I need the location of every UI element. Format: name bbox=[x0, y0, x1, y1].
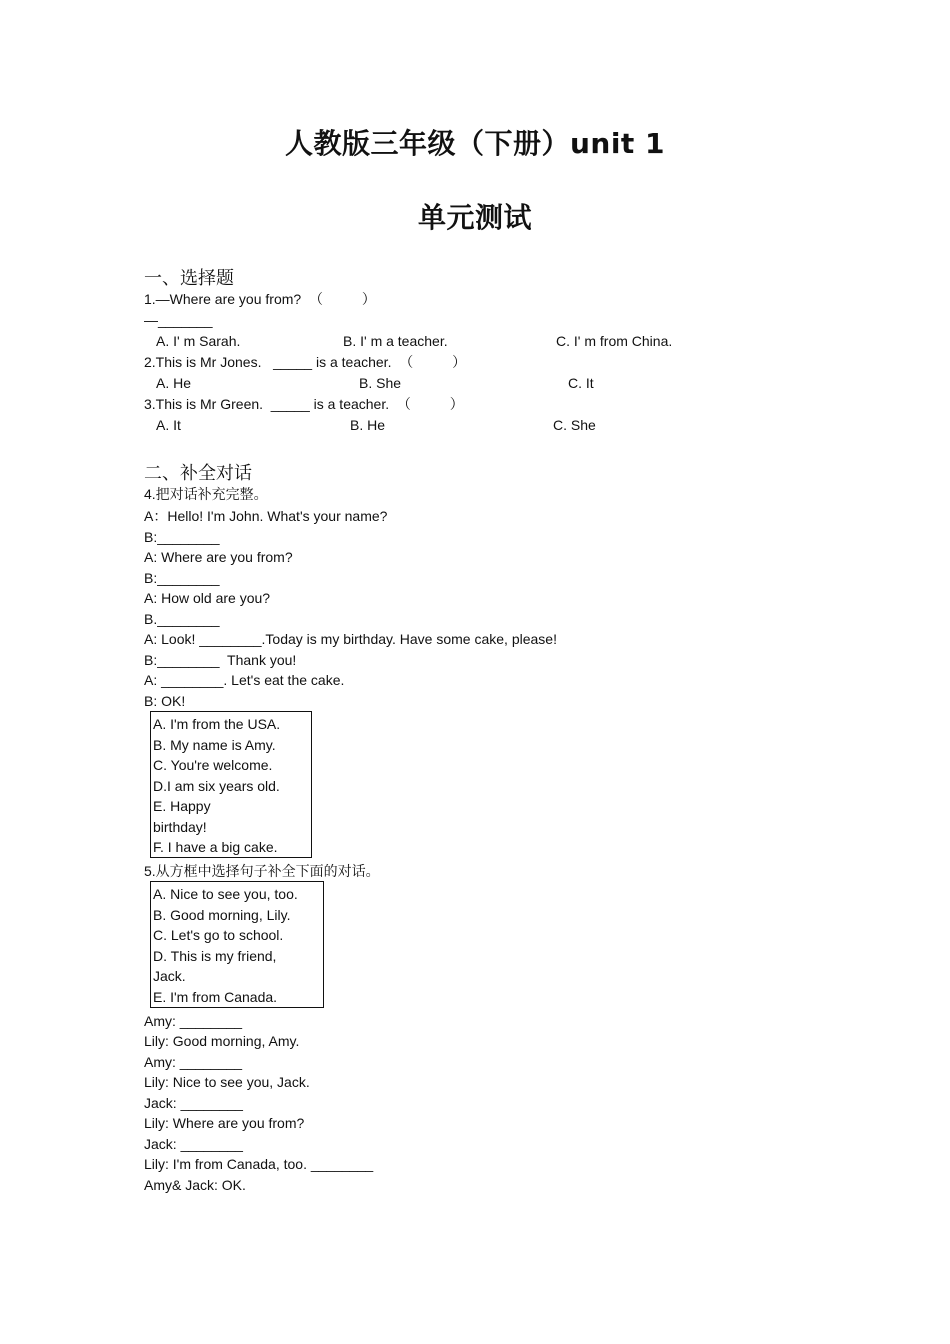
q1-option-a: A. I' m Sarah. bbox=[156, 333, 241, 349]
q3-option-a: A. It bbox=[156, 417, 181, 433]
q1-answer-line: —_______ bbox=[144, 312, 213, 328]
q4-dialogue-line: A：Hello! I'm John. What's your name? bbox=[144, 508, 388, 524]
q5-options-box bbox=[150, 881, 324, 1008]
section2-heading: 二、补全对话 bbox=[144, 463, 252, 484]
document-title: 人教版三年级（下册）unit 1 bbox=[284, 127, 666, 160]
q5-box-option: C. Let's go to school. bbox=[153, 927, 284, 943]
q4-box-option: F. I have a big cake. bbox=[153, 839, 278, 855]
q4-dialogue-line: B: OK! bbox=[144, 693, 186, 709]
q2-option-a: A. He bbox=[156, 375, 192, 391]
q4-dialogue-line: B:________ bbox=[144, 529, 220, 545]
q4-box-option: A. I'm from the USA. bbox=[153, 716, 281, 732]
q4-box-option: C. You're welcome. bbox=[153, 757, 273, 773]
q1-option-c: C. I' m from China. bbox=[556, 333, 673, 349]
q5-box-option: E. I'm from Canada. bbox=[153, 988, 278, 1005]
q4-options-box bbox=[150, 711, 312, 858]
q4-dialogue-line: A: How old are you? bbox=[144, 590, 271, 606]
q3-option-b: B. He bbox=[350, 417, 386, 433]
q5-box-option: Jack. bbox=[153, 968, 186, 984]
q4-dialogue-line: B:________ Thank you! bbox=[144, 652, 297, 668]
q5-stem: 5.从方框中选择句子补全下面的对话。 bbox=[144, 863, 380, 879]
q4-box-option: D.I am six years old. bbox=[153, 777, 280, 794]
q2-option-b: B. She bbox=[359, 375, 402, 391]
q5-dialogue-line: Amy: ________ bbox=[144, 1013, 243, 1029]
q5-dialogue-line: Lily: Good morning, Amy. bbox=[144, 1033, 300, 1049]
q2-stem: 2.This is Mr Jones. _____ is a teacher. （ ） bbox=[144, 354, 467, 370]
q3-option-c: C. She bbox=[553, 417, 596, 433]
q3-stem: 3.This is Mr Green. _____ is a teacher. （ ） bbox=[144, 396, 464, 412]
q4-stem: 4.把对话补充完整。 bbox=[144, 486, 268, 502]
q5-dialogue-line: Amy: ________ bbox=[144, 1054, 243, 1070]
document-subtitle: 单元测试 bbox=[417, 201, 532, 234]
q5-dialogue-line: Jack: ________ bbox=[144, 1095, 243, 1111]
q4-dialogue-line: B.________ bbox=[144, 611, 220, 627]
q4-dialogue-line: A: Where are you from? bbox=[144, 549, 293, 565]
q5-dialogue-line: Lily: I'm from Canada, too. ________ bbox=[144, 1156, 374, 1172]
q2-option-c: C. It bbox=[568, 375, 594, 391]
q5-dialogue-line: Lily: Nice to see you, Jack. bbox=[144, 1074, 310, 1090]
q4-box-option: birthday! bbox=[153, 818, 207, 835]
q1-option-b: B. I' m a teacher. bbox=[343, 333, 448, 349]
q5-dialogue-line: Lily: Where are you from? bbox=[144, 1115, 305, 1131]
section1-heading: 一、选择题 bbox=[144, 268, 234, 289]
q5-box-option: D. This is my friend, bbox=[153, 947, 277, 964]
q4-dialogue-line: A: Look! ________.Today is my birthday. Have some cake, please! bbox=[144, 631, 557, 647]
q4-dialogue-line: A: ________. Let's eat the cake. bbox=[144, 672, 345, 688]
q5-dialogue-line: Amy& Jack: OK. bbox=[144, 1177, 246, 1193]
q5-box-option: A. Nice to see you, too. bbox=[153, 886, 298, 902]
q4-box-option: B. My name is Amy. bbox=[153, 736, 276, 753]
q5-box-option: B. Good morning, Lily. bbox=[153, 906, 291, 923]
q4-dialogue-line: B:________ bbox=[144, 570, 220, 586]
q5-dialogue-line: Jack: ________ bbox=[144, 1136, 243, 1152]
q4-box-option: E. Happy bbox=[153, 798, 211, 814]
q1-stem: 1.—Where are you from? （ ） bbox=[144, 291, 376, 307]
